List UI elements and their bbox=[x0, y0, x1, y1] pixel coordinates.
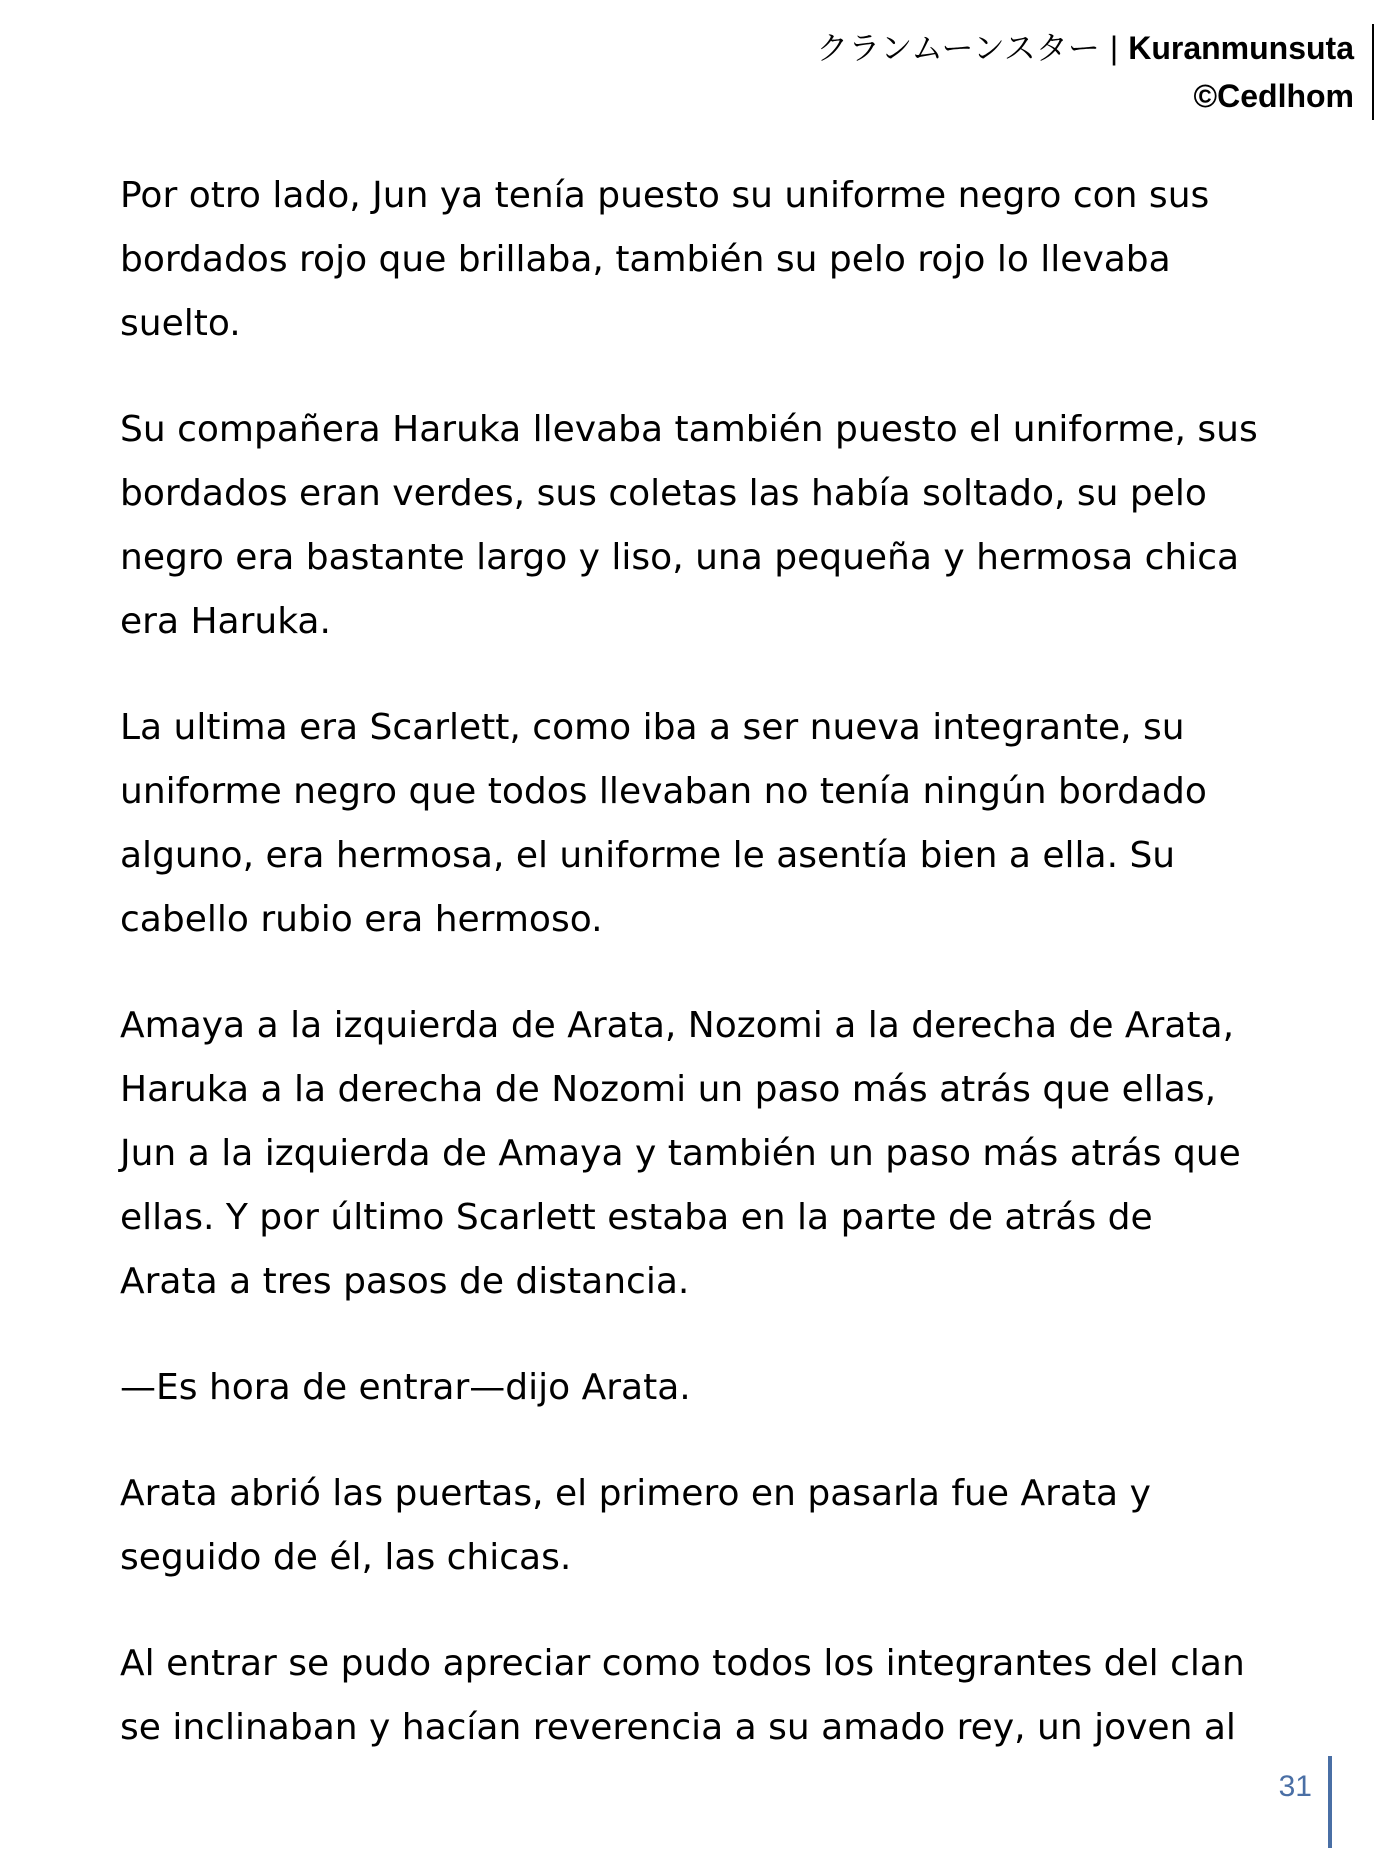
header-romaji-title: Kuranmunsuta bbox=[1128, 30, 1354, 66]
header-japanese-title: クランムーンスター bbox=[816, 29, 1100, 67]
paragraph: —Es hora de entrar—dijo Arata. bbox=[120, 1367, 691, 1408]
paragraph: La ultima era Scarlett, como iba a ser nueva integrante, su uniforme negro que todos llevaban no tenía ningún bordado alguno, era hermosa, el uniforme le asentía bien a ella. Su cabello rubio era hermoso. bbox=[120, 707, 1207, 940]
page-number-bar bbox=[1328, 1756, 1332, 1848]
header-title-line bbox=[816, 24, 1354, 72]
page-number: 31 bbox=[1278, 1770, 1312, 1803]
paragraph: Arata abrió las puertas, el primero en pasarla fue Arata y seguido de él, las chicas. bbox=[120, 1473, 1151, 1578]
page-body bbox=[120, 164, 1300, 1802]
paragraph: Al entrar se pudo apreciar como todos los integrantes del clan se inclinaban y hacían reverencia a su amado rey, un joven al bbox=[120, 1643, 1245, 1748]
header-copyright: ©Cedlhom bbox=[1193, 78, 1354, 114]
paragraph: Su compañera Haruka llevaba también puesto el uniforme, sus bordados eran verdes, sus coletas las había soltado, su pelo negro era bastante largo y liso, una pequeña y hermosa chica era Haruka. bbox=[120, 409, 1258, 642]
page-header bbox=[816, 24, 1374, 120]
header-separator: | bbox=[1109, 30, 1119, 66]
paragraph: Por otro lado, Jun ya tenía puesto su uniforme negro con sus bordados rojo que brillaba, también su pelo rojo lo llevaba suelto. bbox=[120, 175, 1210, 344]
paragraph: Amaya a la izquierda de Arata, Nozomi a la derecha de Arata, Haruka a la derecha de Nozomi un paso más atrás que ellas, Jun a la izquierda de Amaya y también un paso más atrás que ellas. Y por último Scarlett estaba en la parte de atrás de Arata a tres pasos de distancia. bbox=[120, 1005, 1241, 1302]
